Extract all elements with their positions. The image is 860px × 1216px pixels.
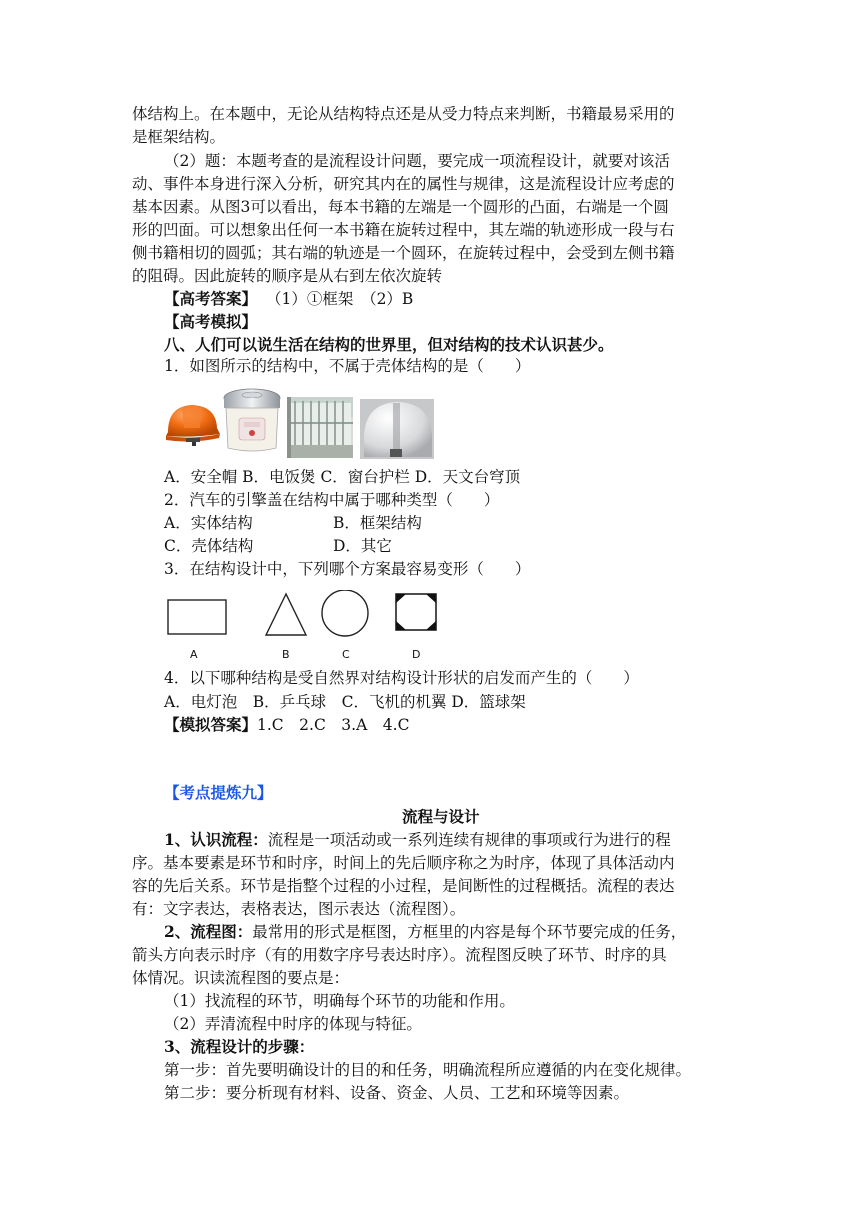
text-line: 形的凹面。可以想象出任何一本书籍在旋转过程中，其左端的轨迹形成一段与右 <box>132 221 675 239</box>
q3-label-a: A <box>190 648 198 661</box>
text-line: 侧书籍相切的圆弧；其右端的轨迹是一个圆环，在旋转过程中，会受到左侧书籍 <box>132 244 675 262</box>
sim-answer-label: 【模拟答案】 <box>164 715 258 734</box>
text-line: 箭头方向表示时序（有的用数字序号表达时序）。流程图反映了环节、时序的具 <box>132 946 667 964</box>
q3-shapes-figure <box>160 590 450 650</box>
gaokao-answer-label: 【高考答案】 <box>164 289 258 308</box>
q2-option-b: B．框架结构 <box>333 514 422 532</box>
text-line: 的阻碍。因此旋转的顺序是从右到左依次旋转 <box>132 267 443 285</box>
q3-stem: 3．在结构设计中，下列哪个方案最容易变形（ ） <box>164 560 531 578</box>
q4-options: A．电灯泡 B．乒乓球 C．飞机的机翼 D．篮球架 <box>164 693 526 711</box>
q1-stem: 1．如图所示的结构中，不属于壳体结构的是（ ） <box>164 357 531 375</box>
text-line: （2）弄清流程中时序的体现与特征。 <box>164 1015 422 1033</box>
p3-head: 3、流程设计的步骤： <box>164 1037 315 1056</box>
gaokao-answer <box>164 288 413 310</box>
braced-frame-shape <box>396 594 436 630</box>
sim-answer <box>164 714 409 736</box>
text-line: 序。基本要素是环节和时序，时间上的先后顺序称之为时序，体现了具体活动内 <box>132 854 675 872</box>
circle-shape <box>322 590 368 636</box>
triangle-shape <box>266 594 306 635</box>
q3-label-c: C <box>342 648 350 661</box>
rectangle-shape <box>168 600 226 634</box>
q3-label-b: B <box>282 648 290 661</box>
p1-head: 1、认识流程： <box>164 830 268 849</box>
text-line: （1）找流程的环节，明确每个环节的功能和作用。 <box>164 992 515 1010</box>
window-railing-image <box>287 397 353 458</box>
q2-option-a: A．实体结构 <box>164 514 253 532</box>
q4-stem: 4．以下哪种结构是受自然界对结构设计形状的启发而产生的（ ） <box>164 669 639 687</box>
text-line: 有：文字表达，表格表达，图示表达（流程图）。 <box>132 900 466 918</box>
text-line: 是框架结构。 <box>132 128 226 146</box>
safety-helmet-image <box>162 398 222 448</box>
text-line: （2）题：本题考查的是流程设计问题，要完成一项流程设计，就要对该活 <box>164 152 670 170</box>
p1-line <box>164 829 671 851</box>
q2-stem: 2．汽车的引擎盖在结构中属于哪种类型（ ） <box>164 491 500 509</box>
rice-cooker-image <box>221 386 283 456</box>
p2-text: 最常用的形式是框图，方框里的内容是每个环节要完成的任务， <box>252 923 687 941</box>
section8-title: 八、人们可以说生活在结构的世界里，但对结构的技术认识甚少。 <box>164 335 614 354</box>
text-line: 第二步：要分析现有材料、设备、资金、人员、工艺和环境等因素。 <box>164 1084 630 1102</box>
text-line: 体结构上。在本题中，无论从结构特点还是从受力特点来判断，书籍最易采用的 <box>132 105 675 123</box>
p2-line <box>164 921 686 943</box>
text-line: 第一步：首先要明确设计的目的和任务，明确流程所应遵循的内在变化规律。 <box>164 1061 692 1079</box>
p1-text: 流程是一项活动或一系列连续有规律的事项或行为进行的程 <box>267 831 671 849</box>
gaokao-answer-text: （1）①框架 （2）B <box>265 290 414 308</box>
observatory-dome-image <box>360 399 434 459</box>
text-line: 动、事件本身进行深入分析，研究其内在的属性与规律，这是流程设计应考虑的 <box>132 175 675 193</box>
kaodian-heading: 【考点提炼九】 <box>164 783 273 802</box>
text-line: 容的先后关系。环节是指整个过程的小过程，是间断性的过程概括。流程的表达 <box>132 877 675 895</box>
q2-option-d: D．其它 <box>333 537 392 555</box>
q3-label-d: D <box>412 648 421 661</box>
text-line: 体情况。识读流程图的要点是： <box>132 969 350 987</box>
q2-option-c: C．壳体结构 <box>164 537 254 555</box>
section-title: 流程与设计 <box>402 807 480 826</box>
text-line: 基本因素。从图3可以看出，每本书籍的左端是一个圆形的凸面，右端是一个圆 <box>132 198 669 216</box>
sim-answer-text: 1.C 2.C 3.A 4.C <box>257 716 410 734</box>
p2-head: 2、流程图： <box>164 922 253 941</box>
gaokao-sim-heading: 【高考模拟】 <box>164 312 258 331</box>
q1-options: A．安全帽 B．电饭煲 C．窗台护栏 D．天文台穹顶 <box>164 468 521 486</box>
